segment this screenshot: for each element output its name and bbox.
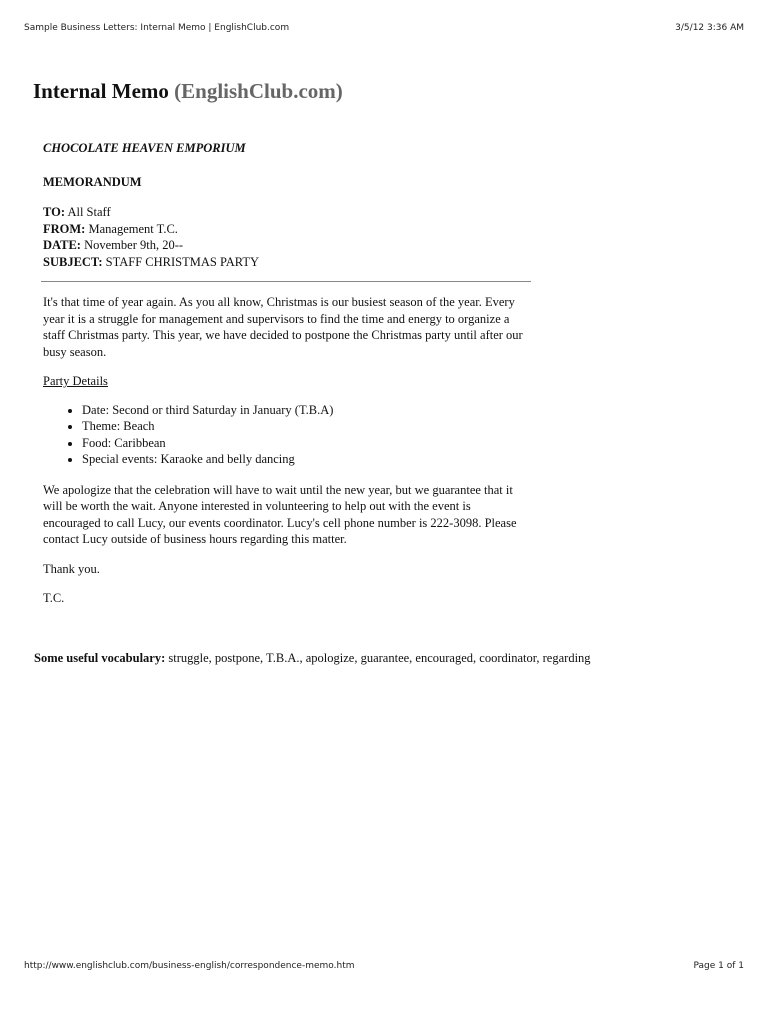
list-item: • Food: Caribbean: [82, 435, 529, 452]
company-name: CHOCOLATE HEAVEN EMPORIUM: [43, 141, 246, 155]
party-details-title: Party Details: [43, 374, 108, 388]
print-header: [24, 23, 744, 33]
field-label: TO:: [43, 205, 65, 219]
vocabulary-line: [34, 651, 591, 666]
field-value: STAFF CHRISTMAS PARTY: [105, 254, 260, 269]
divider: [41, 281, 531, 282]
field-value: November 9th, 20--: [84, 238, 184, 252]
field-value: All Staff: [67, 205, 111, 219]
field-to: [43, 204, 529, 221]
list-item: • Special events: Karaoke and belly dancing: [82, 451, 529, 468]
page-title: [33, 79, 343, 104]
print-footer: [24, 961, 744, 971]
field-label: FROM:: [43, 221, 86, 236]
field-value: Management T.C.: [88, 221, 178, 236]
print-datetime: 3/5/12 3:36 AM: [675, 23, 744, 33]
print-url: http://www.englishclub.com/business-english/correspondence-memo.htm: [24, 961, 355, 971]
signature: T.C.: [43, 591, 65, 605]
vocabulary-words: struggle, postpone, T.B.A., apologize, guarantee, encouraged, coordinator, regarding: [168, 651, 591, 665]
field-label: DATE:: [43, 238, 81, 252]
field-date: [43, 237, 529, 254]
memo-heading: MEMORANDUM: [43, 174, 142, 189]
field-subject: [43, 254, 529, 271]
list-item: • Date: Second or third Saturday in January (T.B.A): [82, 402, 529, 419]
field-label: SUBJECT:: [43, 254, 103, 269]
print-page-title: Sample Business Letters: Internal Memo | EnglishClub.com: [24, 23, 290, 33]
page-number: Page 1 of 1: [693, 961, 744, 971]
intro-paragraph: It's that time of year again. As you all know, Christmas is our busiest season of the year. Every year it is a struggle for management and supervisors to find the time and energy to organize a staff Christmas party. This year, we have decided to postpone the Christmas party until after our busy season.: [43, 295, 523, 359]
vocabulary-label: Some useful vocabulary:: [34, 651, 166, 665]
title-main: Internal Memo: [33, 79, 169, 103]
party-details-list: [43, 402, 529, 468]
memo: [43, 140, 529, 620]
field-from: [43, 221, 529, 238]
body-paragraph: We apologize that the celebration will have to wait until the new year, but we guarantee that it will be worth the wait. Anyone interested in volunteering to help out with the event is encouraged to call Lucy, our events coordinator. Lucy's cell phone number is 222-3098. Please contact Lucy outside of business hours regarding this matter.: [43, 482, 517, 546]
title-site: (EnglishClub.com): [174, 79, 343, 103]
closing: Thank you.: [43, 561, 100, 576]
list-item: • Theme: Beach: [82, 418, 529, 435]
